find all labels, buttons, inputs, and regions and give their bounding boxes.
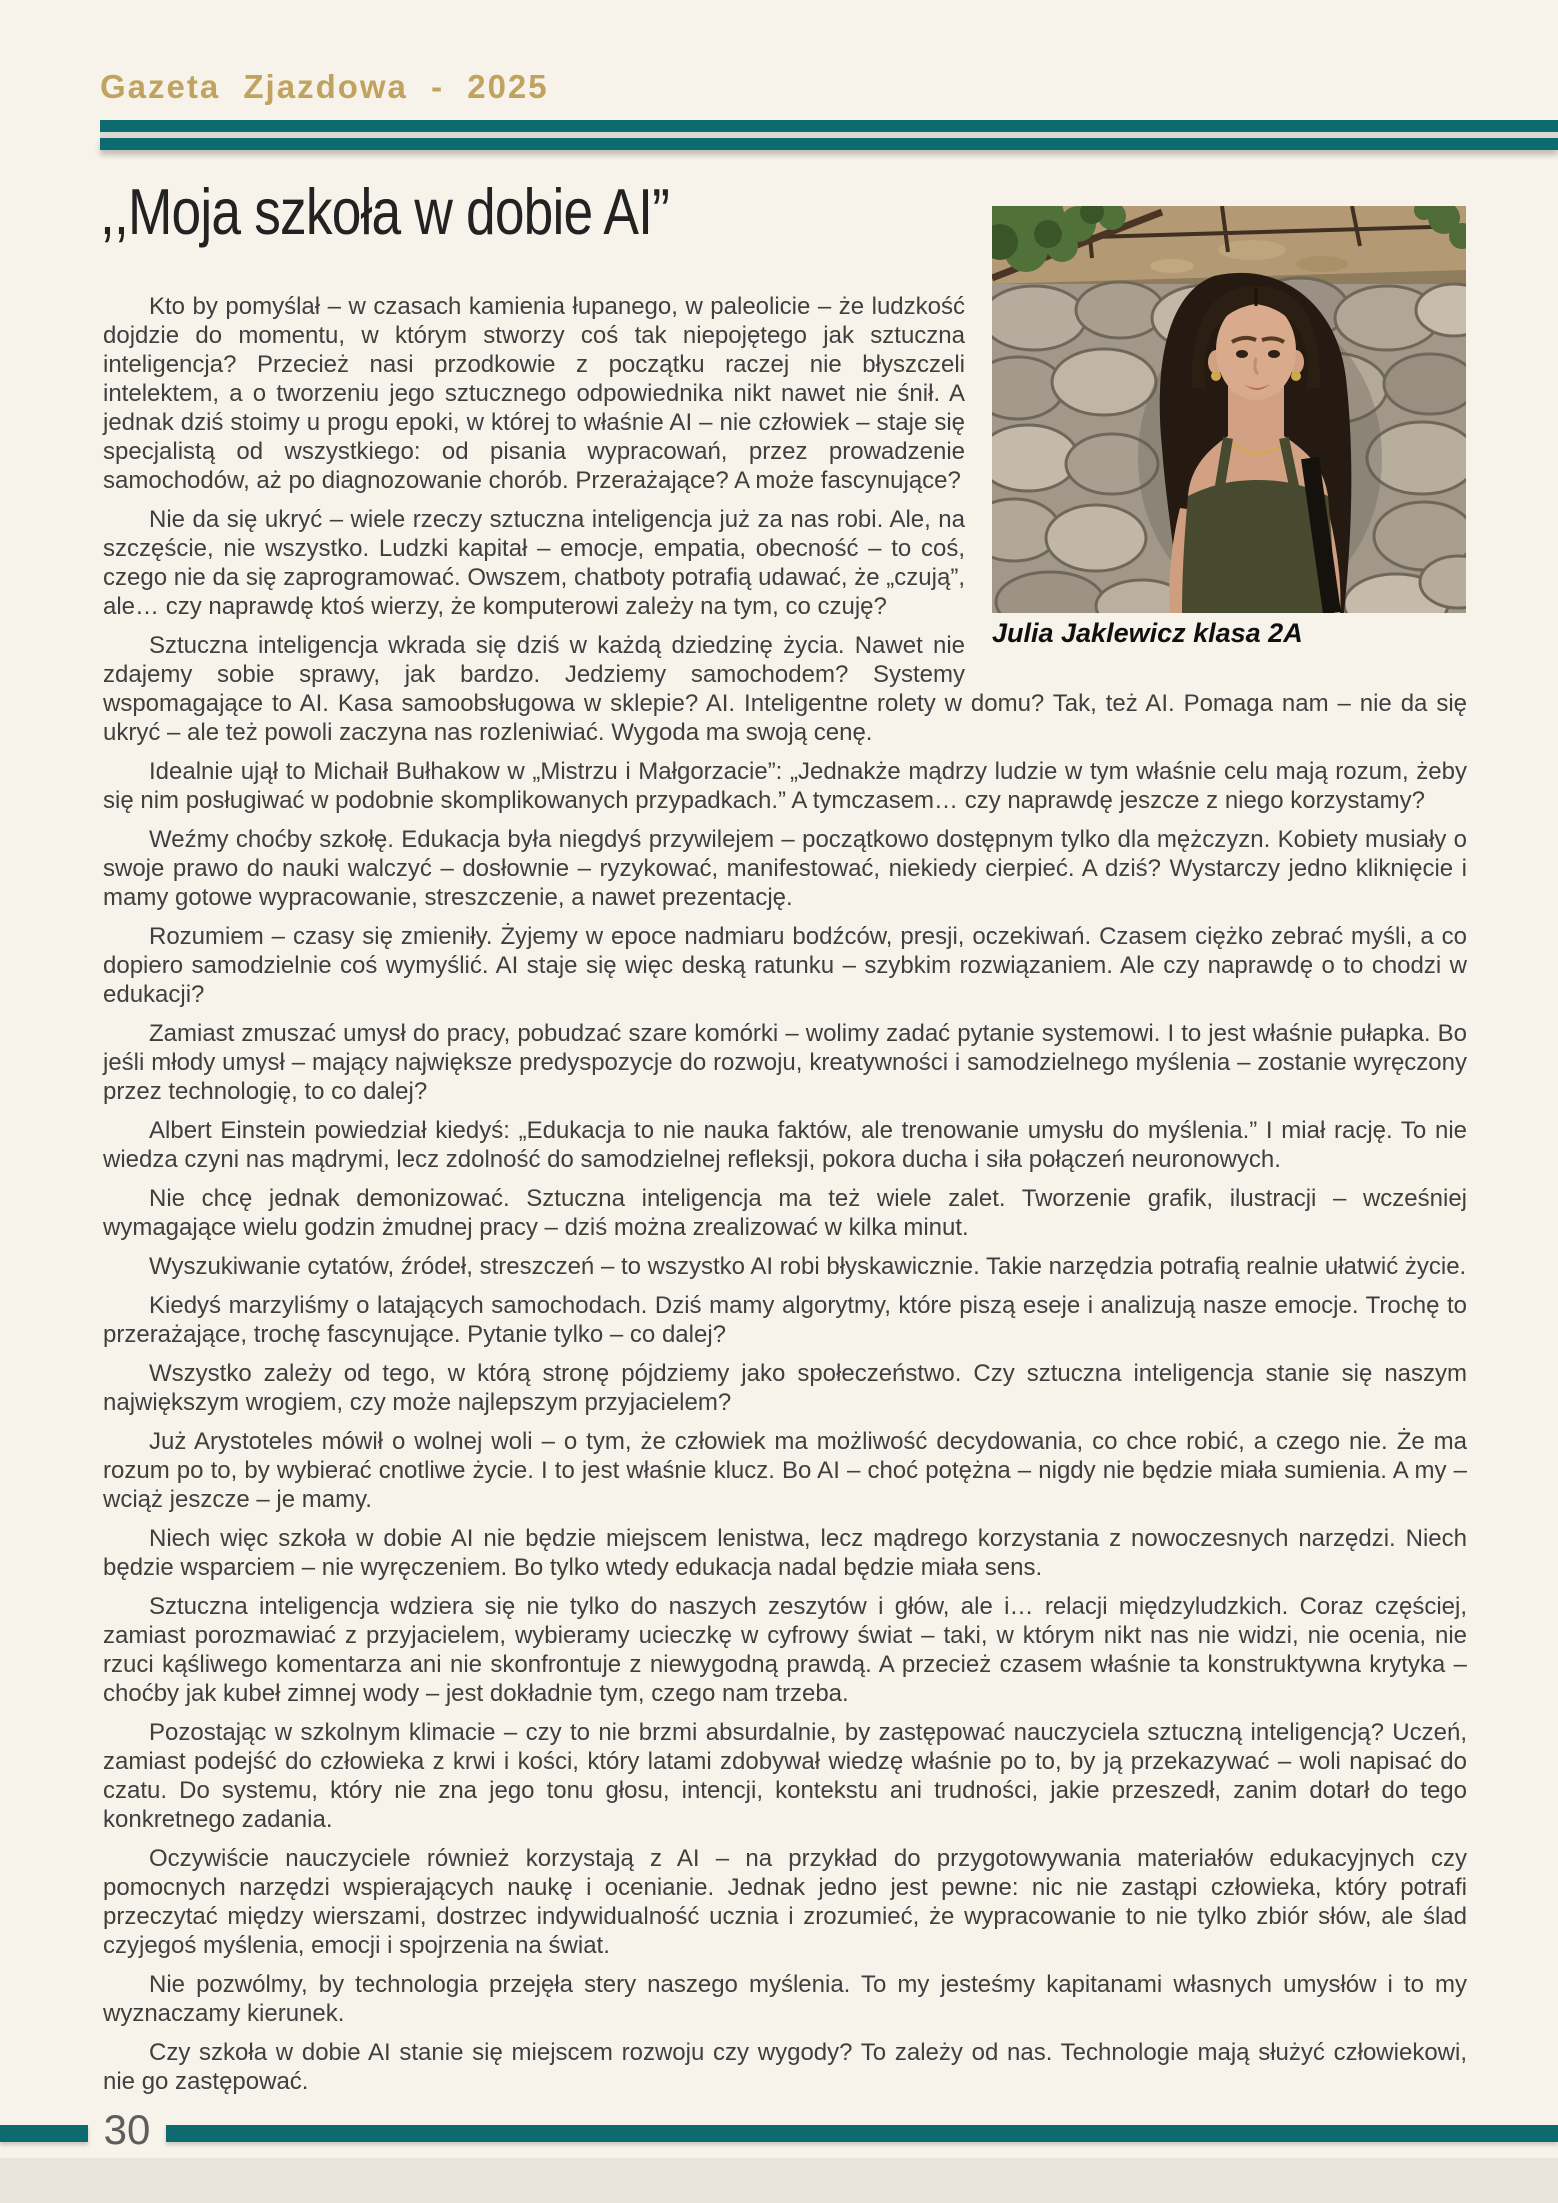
article-paragraph: Zamiast zmuszać umysł do pracy, pobudzać szare komórki – wolimy zadać pytanie systemowi. I to jest właśnie pułapka. Bo jeśli młody umysł – mający największe predyspozycje do rozwoju, kreatywności i samodzielnego myślenia – zostanie wyręczony przez technologię, to co dalej?: [103, 1020, 1467, 1105]
page-bottom-strip: [0, 2158, 1558, 2203]
footer-rule-right: [166, 2125, 1558, 2142]
article-paragraph: Albert Einstein powiedział kiedyś: „Edukacja to nie nauka faktów, ale trenowanie umysłu do myślenia.” I miał rację. To nie wiedza czyni nas mądrymi, lecz zdolność do samodzielnej refleksji, pokora ducha i siła połączeń neuronowych.: [103, 1117, 1467, 1173]
article-paragraph: Pozostając w szkolnym klimacie – czy to nie brzmi absurdalnie, by zastępować nauczyciela sztuczną inteligencją? Uczeń, zamiast podejść do człowieka z krwi i kości, który latami zdobywał wiedzę właśnie po to, by ją przekazywać – woli napisać do czatu. Do systemu, który nie zna jego tonu głosu, intencji, kontekstu ani trudności, jakie przeszedł, zanim dotarł do tego konkretnego zadania.: [103, 1719, 1467, 1833]
article-paragraph: Rozumiem – czasy się zmieniły. Żyjemy w epoce nadmiaru bodźców, presji, oczekiwań. Czasem ciężko zebrać myśli, a co dopiero samodzielnie coś wymyślić. AI staje się więc deską ratunku – szybkim rozwiązaniem. Ale czy naprawdę o to chodzi w edukacji?: [103, 923, 1467, 1008]
article-paragraph: Weźmy choćby szkołę. Edukacja była niegdyś przywilejem – początkowo dostępnym tylko dla mężczyzn. Kobiety musiały o swoje prawo do nauki walczyć – dosłownie – ryzykować, manifestować, niekiedy cierpieć. A dziś? Wystarczy jedno kliknięcie i mamy gotowe wypracowanie, streszczenie, a nawet prezentację.: [103, 826, 1467, 911]
footer-rule-left: [0, 2125, 88, 2142]
header-rule-top: [100, 120, 1558, 132]
article-paragraph: Nie da się ukryć – wiele rzeczy sztuczna inteligencja już za nas robi. Ale, na szczęście, nie wszystko. Ludzki kapitał – emocje, empatia, obecność – to coś, czego nie da się zaprogramować. Owszem, chatboty potrafią udawać, że „czują”, ale… czy naprawdę ktoś wierzy, że komputerowi zależy na tym, co czuję?: [103, 506, 965, 620]
article-paragraph: Niech więc szkoła w dobie AI nie będzie miejscem lenistwa, lecz mądrego korzystania z nowoczesnych narzędzi. Niech będzie wsparciem – nie wyręczeniem. Bo tylko wtedy edukacja nadal będzie miała sens.: [103, 1525, 1467, 1581]
article-paragraph: Nie chcę jednak demonizować. Sztuczna inteligencja ma też wiele zalet. Tworzenie grafik, ilustracji – wcześniej wymagające wielu godzin żmudnej pracy – dziś można zrealizować w kilka minut.: [103, 1185, 1467, 1241]
article-body: [103, 292, 1467, 2106]
photo-float-spacer: [965, 292, 1467, 664]
article-paragraph: Kto by pomyślał – w czasach kamienia łupanego, w paleolicie – że ludzkość dojdzie do momentu, w którym stworzy coś tak niepojętego jak sztuczna inteligencja? Przecież nasi przodkowie z początku raczej nie błyszczeli intelektem, a o tworzeniu jego sztucznego odpowiednika nikt nawet nie śnił. A jednak dziś stoimy u progu epoki, w której to właśnie AI – nie człowiek – staje się specjalistą od wszystkiego: od pisania wypracowań, przez prowadzenie samochodów, aż po diagnozowanie chorób. Przerażające? A może fascynujące?: [103, 293, 965, 494]
article-paragraph: Sztuczna inteligencja wkrada się dziś w każdą dziedzinę życia. Nawet nie zdajemy sobie sprawy, jak bardzo. Jedziemy samochodem? Systemy wspomagające to AI. Kasa samoobsługowa w sklepie? AI. Inteligentne rolety w domu? Tak, też AI. Pomaga nam – nie da się ukryć – ale też powoli zaczyna nas rozleniwiać. Wygoda ma swoją cenę.: [103, 632, 1467, 746]
article-paragraph: Idealnie ujął to Michaił Bułhakow w „Mistrzu i Małgorzacie”: „Jednakże mądrzy ludzie w tym właśnie celu mają rozum, żeby się nim posługiwać w podobnie skomplikowanych przypadkach.” A tymczasem… czy naprawdę jeszcze z niego korzystamy?: [103, 758, 1467, 814]
article-paragraph: Kiedyś marzyliśmy o latających samochodach. Dziś mamy algorytmy, które piszą eseje i analizują nasze emocje. Trochę to przerażające, trochę fascynujące. Pytanie tylko – co dalej?: [103, 1292, 1467, 1348]
page-number: 30: [103, 2106, 151, 2153]
page-header-title: Gazeta Zjazdowa - 2025: [100, 68, 549, 105]
article-paragraph: Sztuczna inteligencja wdziera się nie tylko do naszych zeszytów i głów, ale i… relacji międzyludzkich. Coraz częściej, zamiast porozmawiać z przyjacielem, wybieramy ucieczkę w cyfrowy świat – taki, w którym nikt nas nie widzi, nie ocenia, nie rzuci kąśliwego komentarza ani nie skonfrontuje z niewygodną prawdą. A przecież czasem właśnie ta konstruktywna krytyka – choćby jak kubeł zimnej wody – jest dokładnie tym, czego nam trzeba.: [103, 1593, 1467, 1707]
header-rule-bottom: [100, 138, 1558, 150]
article-paragraph: Wszystko zależy od tego, w którą stronę pójdziemy jako społeczeństwo. Czy sztuczna inteligencja stanie się naszym największym wrogiem, czy może najlepszym przyjacielem?: [103, 1360, 1467, 1416]
photo-caption: Julia Jaklewicz klasa 2A: [992, 618, 1303, 648]
article-paragraph: Oczywiście nauczyciele również korzystają z AI – na przykład do przygotowywania materiałów edukacyjnych czy pomocnych narzędzi wspierających naukę i ocenianie. Jednak jedno jest pewne: nic nie zastąpi człowieka, który potrafi przeczytać między wierszami, dostrzec indywidualność ucznia i zrozumieć, że wypracowanie to nie tylko zbiór słów, ale ślad czyjegoś myślenia, emocji i spojrzenia na świat.: [103, 1845, 1467, 1959]
article-paragraph: Już Arystoteles mówił o wolnej woli – o tym, że człowiek ma możliwość decydowania, co chce robić, a czego nie. Że ma rozum po to, by wybierać cnotliwe życie. I to jest właśnie klucz. Bo AI – choć potężna – nigdy nie będzie miała sumienia. A my – wciąż jeszcze – je mamy.: [103, 1428, 1467, 1513]
article-paragraph: Czy szkoła w dobie AI stanie się miejscem rozwoju czy wygody? To zależy od nas. Technologie mają służyć człowiekowi, nie go zastępować.: [103, 2039, 1467, 2095]
article-paragraph: Nie pozwólmy, by technologia przejęła stery naszego myślenia. To my jesteśmy kapitanami własnych umysłów i to my wyznaczamy kierunek.: [103, 1971, 1467, 2027]
article-paragraph: Wyszukiwanie cytatów, źródeł, streszczeń – to wszystko AI robi błyskawicznie. Takie narzędzia potrafią realnie ułatwić życie.: [149, 1253, 1467, 1280]
article-title: ,,Moja szkoła w dobie AI”: [100, 175, 670, 248]
